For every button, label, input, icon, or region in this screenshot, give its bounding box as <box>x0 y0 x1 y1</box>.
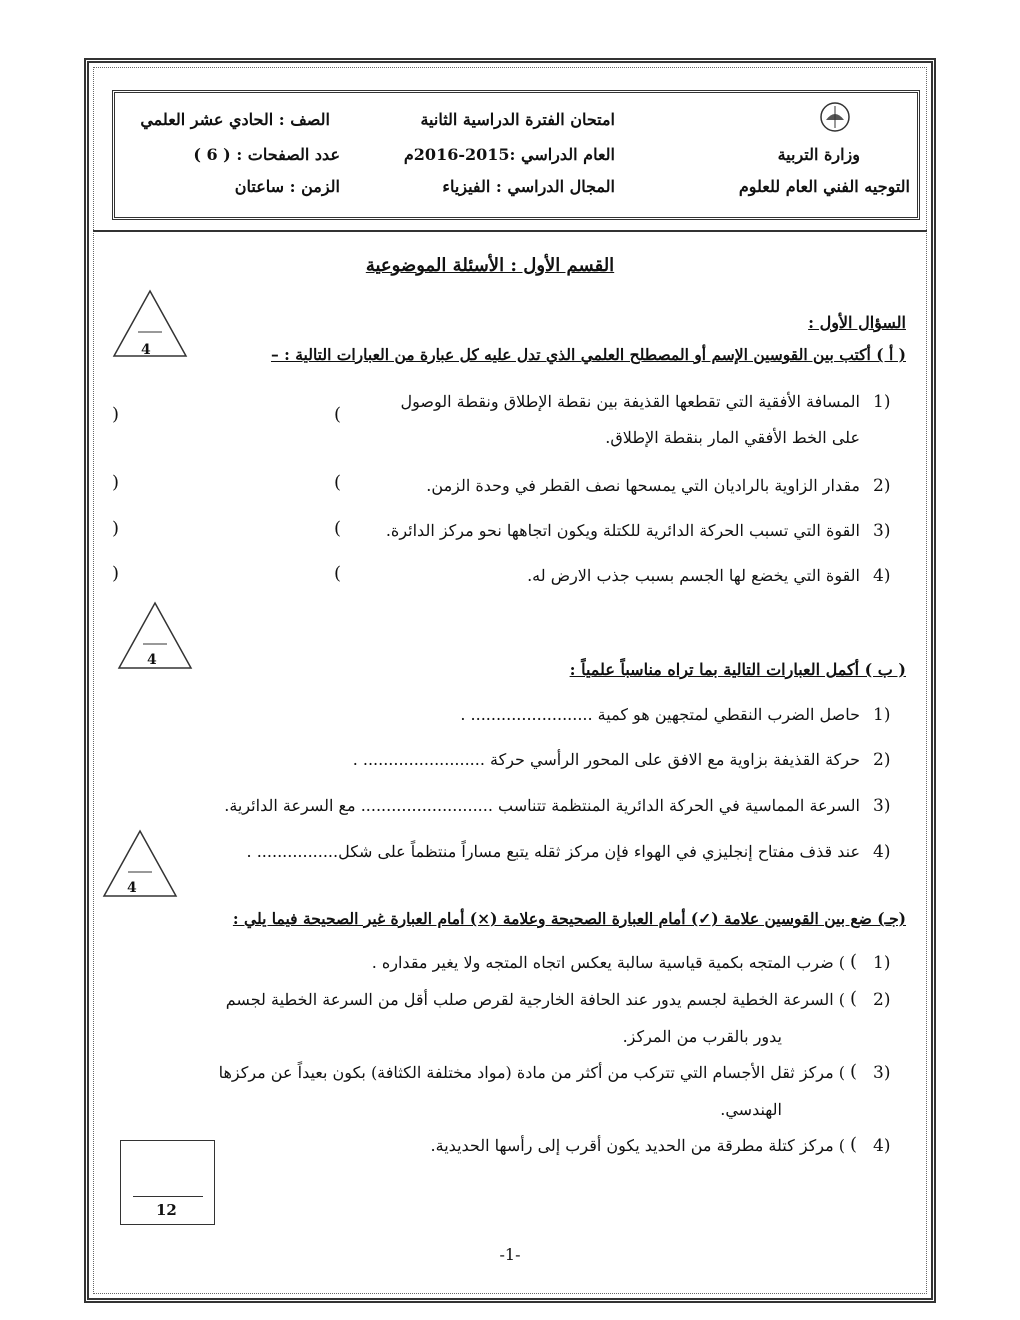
a1-text-cont: على الخط الأفقي المار بنقطة الإطلاق. <box>605 428 860 447</box>
part-a-score: 4 <box>141 342 151 358</box>
section-title: القسم الأول : الأسئلة الموضوعية <box>365 255 615 276</box>
part-a-instruction: ( أ ) أكتب بين القوسين الإسم أو المصطلح العلمي الذي تدل عليه كل عبارة من العبارات التالية : – <box>270 345 906 364</box>
a1-answer-close[interactable]: ) <box>112 404 120 425</box>
b4-number: 4) <box>873 842 891 862</box>
a2-text: مقدار الزاوية بالراديان التي يمسحها نصف القطر في وحدة الزمن. <box>426 476 860 495</box>
a2-answer-close[interactable]: ) <box>112 472 120 493</box>
c4-number: 4) <box>873 1136 891 1156</box>
a3-number: 3) <box>873 521 891 541</box>
a3-text: القوة التي تسبب الحركة الدائرية للكتلة ويكون اتجاهها نحو مركز الدائرة. <box>385 521 860 540</box>
year-label: العام الدراسي :2015-2016م <box>403 145 615 164</box>
a1-text: المسافة الأفقية التي تقطعها القذيفة بين نقطة الإطلاق ونقطة الوصول <box>400 392 860 411</box>
c3-answer-open[interactable]: ( <box>850 1061 858 1082</box>
c1-number: 1) <box>873 953 891 973</box>
c4-answer-open[interactable]: ( <box>850 1134 858 1155</box>
a2-answer-open[interactable]: ( <box>334 472 342 493</box>
b3-text: السرعة المماسية في الحركة الدائرية المنتظمة تتناسب .......................... مع السرعة الدائرية. <box>224 796 860 815</box>
ministry-emblem-icon <box>818 100 852 134</box>
a4-answer-open[interactable]: ( <box>334 563 342 584</box>
total-score-line <box>133 1196 203 1197</box>
total-score: 12 <box>156 1201 177 1219</box>
c3-text: ) مركز ثقل الأجسام التي تتركب من أكثر من مادة (مواد مختلفة الكثافة) بكون بعيداً عن مركزها <box>218 1063 845 1082</box>
exam-title: امتحان الفترة الدراسية الثانية <box>420 110 615 129</box>
c2-text: ) السرعة الخطية لجسم يدور عند الحافة الخارجية لقرص صلب أقل من السرعة الخطية لجسم <box>225 990 845 1009</box>
c3-text-cont: الهندسي. <box>720 1100 782 1119</box>
b1-text: حاصل الضرب النقطي لمتجهين هو كمية ........................ . <box>460 705 860 724</box>
a2-number: 2) <box>873 476 891 496</box>
ministry-name: وزارة التربية <box>777 145 860 164</box>
c3-number: 3) <box>873 1063 891 1083</box>
subject-label: المجال الدراسي : الفيزياء <box>442 177 615 196</box>
c1-text: ) ضرب المتجه بكمية قياسية سالبة يعكس اتجاه المتجه ولا يغير مقداره . <box>371 953 845 972</box>
c2-text-cont: يدور بالقرب من المركز. <box>622 1027 782 1046</box>
b4-text: عند قذف مفتاح إنجليزي في الهواء فإن مركز ثقله يتبع مساراً منتظماً على شكل................ . <box>246 842 860 861</box>
score-triangle-c <box>100 828 180 900</box>
part-b-instruction: ( ب ) أكمل العبارات التالية بما تراه مناسباً علمياً : <box>569 660 906 679</box>
grade-label: الصف : الحادي عشر العلمي <box>140 110 330 129</box>
header-divider <box>93 230 927 232</box>
question1-label: السؤال الأول : <box>808 313 906 332</box>
c2-number: 2) <box>873 990 891 1010</box>
department-name: التوجيه الفني العام للعلوم <box>738 177 910 196</box>
a4-answer-close[interactable]: ) <box>112 563 120 584</box>
a1-answer-open[interactable]: ( <box>334 404 342 425</box>
a3-answer-close[interactable]: ) <box>112 518 120 539</box>
b3-number: 3) <box>873 796 891 816</box>
c1-answer-open[interactable]: ( <box>850 951 858 972</box>
part-b-score: 4 <box>147 652 157 668</box>
pages-label: عدد الصفحات : ( 6 ) <box>193 145 340 164</box>
a3-answer-open[interactable]: ( <box>334 518 342 539</box>
b2-number: 2) <box>873 750 891 770</box>
c4-text: ) مركز كتلة مطرقة من الحديد يكون أقرب إلى رأسها الحديدية. <box>430 1136 845 1155</box>
part-c-instruction: (جـ) ضع بين القوسين علامة (✓) أمام العبارة الصحيحة وعلامة (×) أمام العبارة غير الصحيحة فيما يلي : <box>232 909 906 928</box>
part-c-score: 4 <box>127 880 137 896</box>
a4-text: القوة التي يخضع لها الجسم بسبب جذب الارض له. <box>527 566 860 585</box>
c2-answer-open[interactable]: ( <box>850 988 858 1009</box>
a4-number: 4) <box>873 566 891 586</box>
time-label: الزمن : ساعتان <box>234 177 340 196</box>
page-number: -1- <box>499 1245 521 1264</box>
b2-text: حركة القذيفة بزاوية مع الافق على المحور الرأسي حركة ........................ . <box>352 750 860 769</box>
b1-number: 1) <box>873 705 891 725</box>
a1-number: 1) <box>873 392 891 412</box>
